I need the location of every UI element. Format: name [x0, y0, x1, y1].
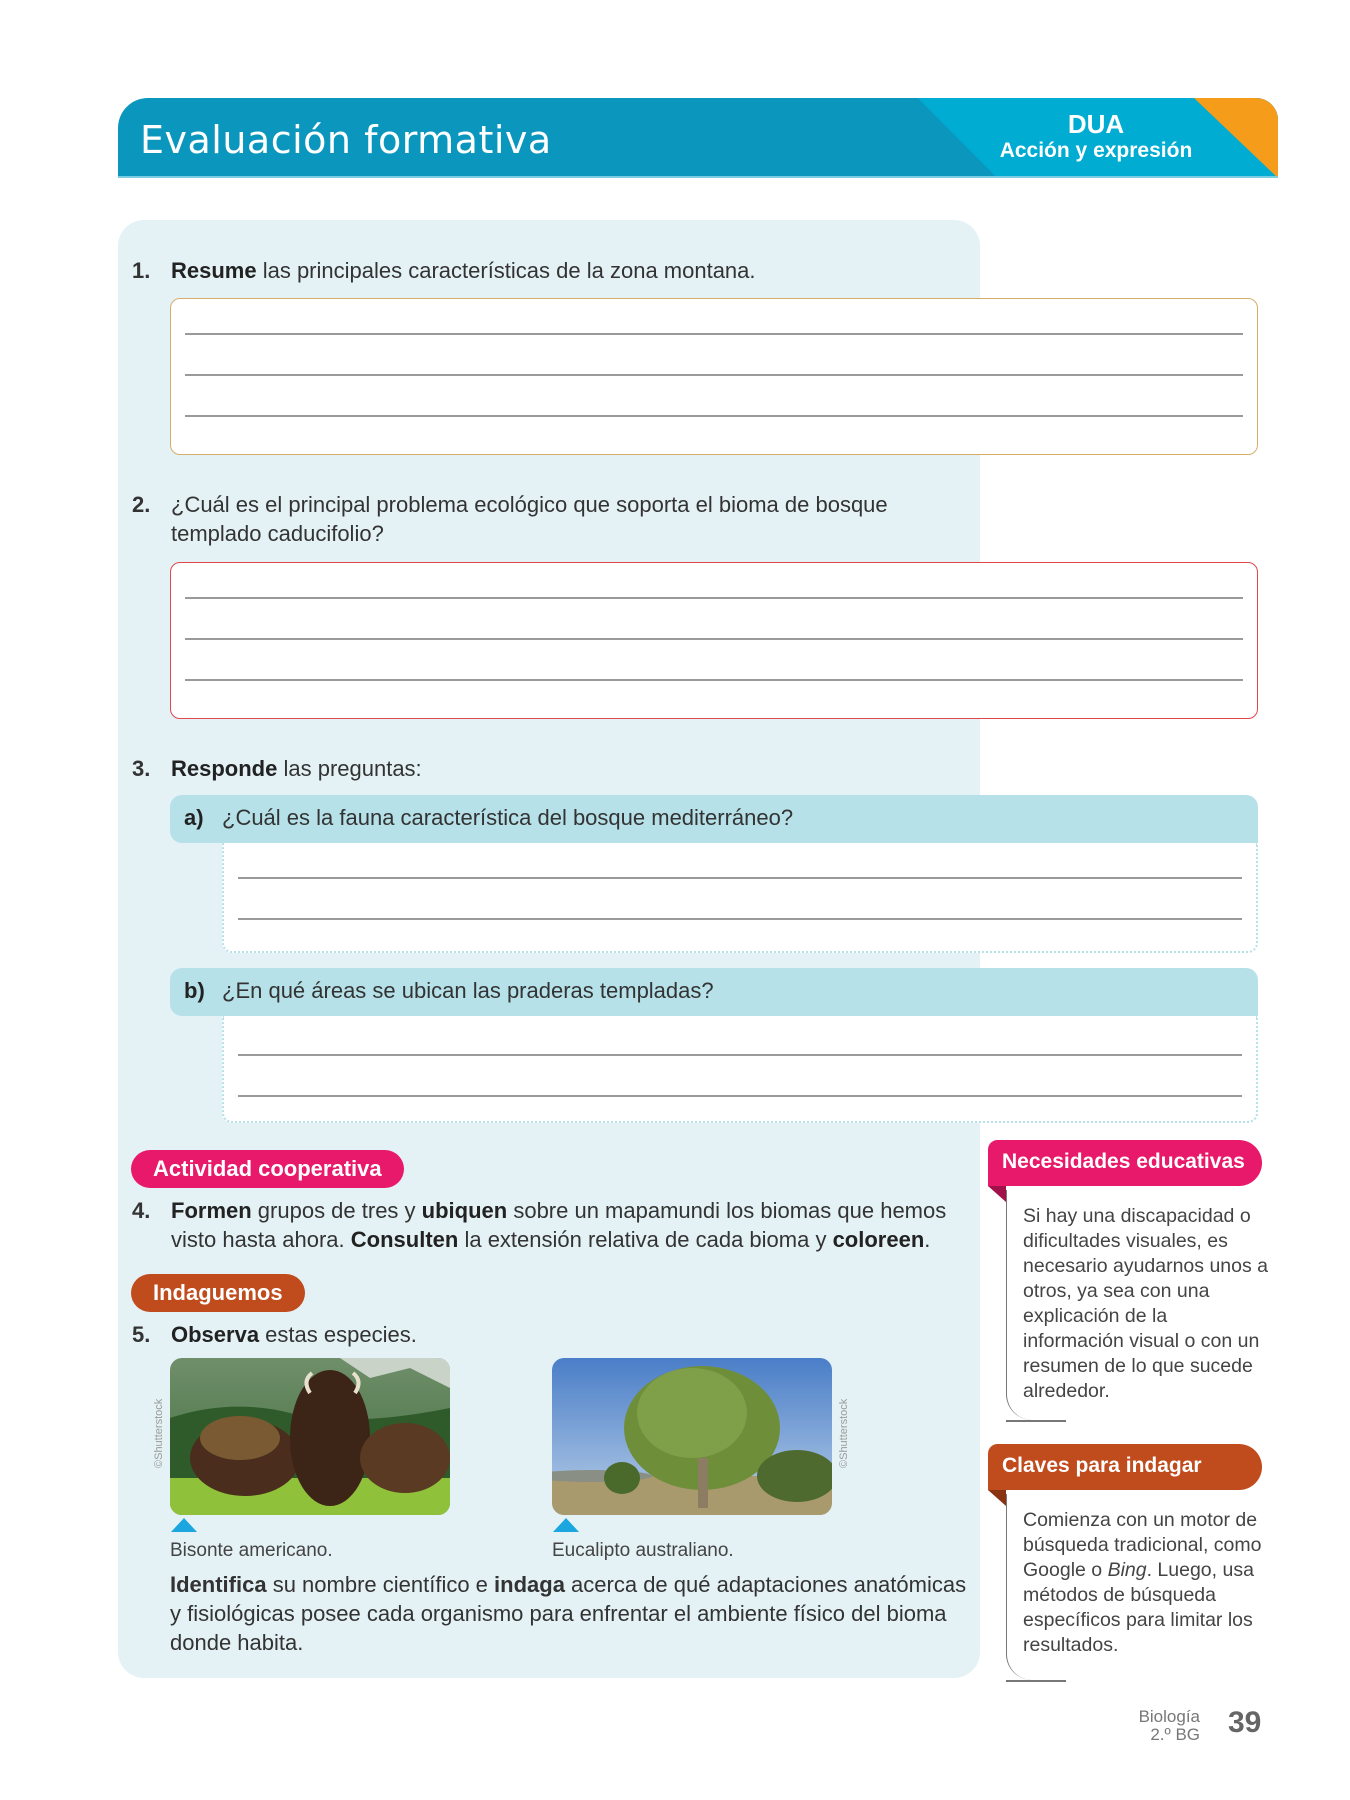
subquestion-text: ¿Cuál es la fauna característica del bosque mediterráneo? [222, 805, 794, 830]
photo-caption: Eucalipto australiano. [552, 1540, 734, 1561]
answer-box-2[interactable] [170, 562, 1258, 719]
header-underline [118, 176, 1278, 178]
sidebar-necesidades-body: Si hay una discapacidad o dificultades visuales, es necesario ayudarnos unos a otros, ya sea con una explicación de la información visual o con un resumen de lo que sucede alrededor. [1006, 1190, 1268, 1420]
answer-line[interactable] [185, 679, 1243, 681]
question-5 [132, 1320, 972, 1349]
ribbon-fold [988, 1186, 1006, 1202]
question-2 [132, 490, 972, 548]
sidebar-claves-body: Comienza con un motor de búsqueda tradicional, como Google o Bing. Luego, usa métodos de búsqueda específicos para limitar los resultados. [1006, 1494, 1268, 1680]
question-3 [132, 754, 972, 783]
question-verb: Resume [171, 258, 257, 283]
caption-pointer-icon [171, 1518, 197, 1532]
section-title: Evaluación formativa [140, 118, 552, 162]
question-verb: Responde [171, 756, 278, 781]
bison-photo [170, 1358, 450, 1515]
question-5-instruction: Identifica su nombre científico e indaga acerca de qué adaptaciones anatómicas y fisiológicas posee cada organismo para enfrentar el ambiente físico del bioma donde habita. [170, 1572, 967, 1655]
sidebar-necesidades-title: Necesidades educativas [988, 1140, 1262, 1186]
question-4: 4. Formen grupos de tres y ubiquen sobre un mapamundi los biomas que hemos visto hasta ahora. Consulten la extensión relativa de cada bioma y coloreen. [132, 1198, 947, 1252]
question-text: estas especies. [259, 1322, 417, 1347]
ribbon-fold [988, 1490, 1006, 1506]
photo-credit: ©Shutterstock [838, 1398, 850, 1468]
answer-box-3a[interactable] [222, 843, 1258, 953]
dua-label-block [986, 110, 1206, 164]
section-header [118, 98, 1278, 178]
page-number: 39 [1228, 1706, 1262, 1739]
answer-line[interactable] [185, 374, 1243, 376]
answer-line[interactable] [185, 638, 1243, 640]
sidebar-claves-title: Claves para indagar [988, 1444, 1262, 1490]
answer-box-1[interactable] [170, 298, 1258, 455]
badge-indaguemos: Indaguemos [131, 1274, 305, 1312]
photo-caption: Bisonte americano. [170, 1540, 333, 1561]
answer-line[interactable] [185, 333, 1243, 335]
question-number: 2. [132, 492, 151, 517]
answer-line[interactable] [238, 1054, 1242, 1056]
dua-subtitle: Acción y expresión [999, 139, 1193, 162]
question-verb: Observa [171, 1322, 260, 1347]
eucalyptus-photo [552, 1358, 832, 1515]
question-text: ¿Cuál es el principal problema ecológico que soporta el bioma de bosque templado caducifolio? [171, 492, 888, 546]
caption-pointer-icon [553, 1518, 579, 1532]
question-1 [132, 256, 972, 285]
subquestion-a-bar [170, 795, 1258, 843]
answer-line[interactable] [185, 597, 1243, 599]
subquestion-letter: b) [184, 978, 205, 1003]
badge-actividad-cooperativa: Actividad cooperativa [131, 1150, 404, 1188]
answer-line[interactable] [238, 1095, 1242, 1097]
question-number: 5. [132, 1322, 151, 1347]
answer-line[interactable] [238, 877, 1242, 879]
dua-label: DUA [1067, 109, 1125, 139]
footer-subject: Biología 2.º BG [1138, 1707, 1200, 1744]
question-number: 3. [132, 756, 151, 781]
question-text: las principales características de la zona montana. [256, 258, 756, 283]
answer-line[interactable] [238, 918, 1242, 920]
question-number: 1. [132, 258, 151, 283]
photo-credit: ©Shutterstock [153, 1398, 165, 1468]
question-text: las preguntas: [277, 756, 422, 781]
subquestion-text: ¿En qué áreas se ubican las praderas templadas? [222, 978, 714, 1003]
answer-line[interactable] [185, 415, 1243, 417]
answer-box-3b[interactable] [222, 1016, 1258, 1123]
subquestion-letter: a) [184, 805, 204, 830]
subquestion-b-bar [170, 968, 1258, 1016]
question-number: 4. [132, 1198, 151, 1223]
